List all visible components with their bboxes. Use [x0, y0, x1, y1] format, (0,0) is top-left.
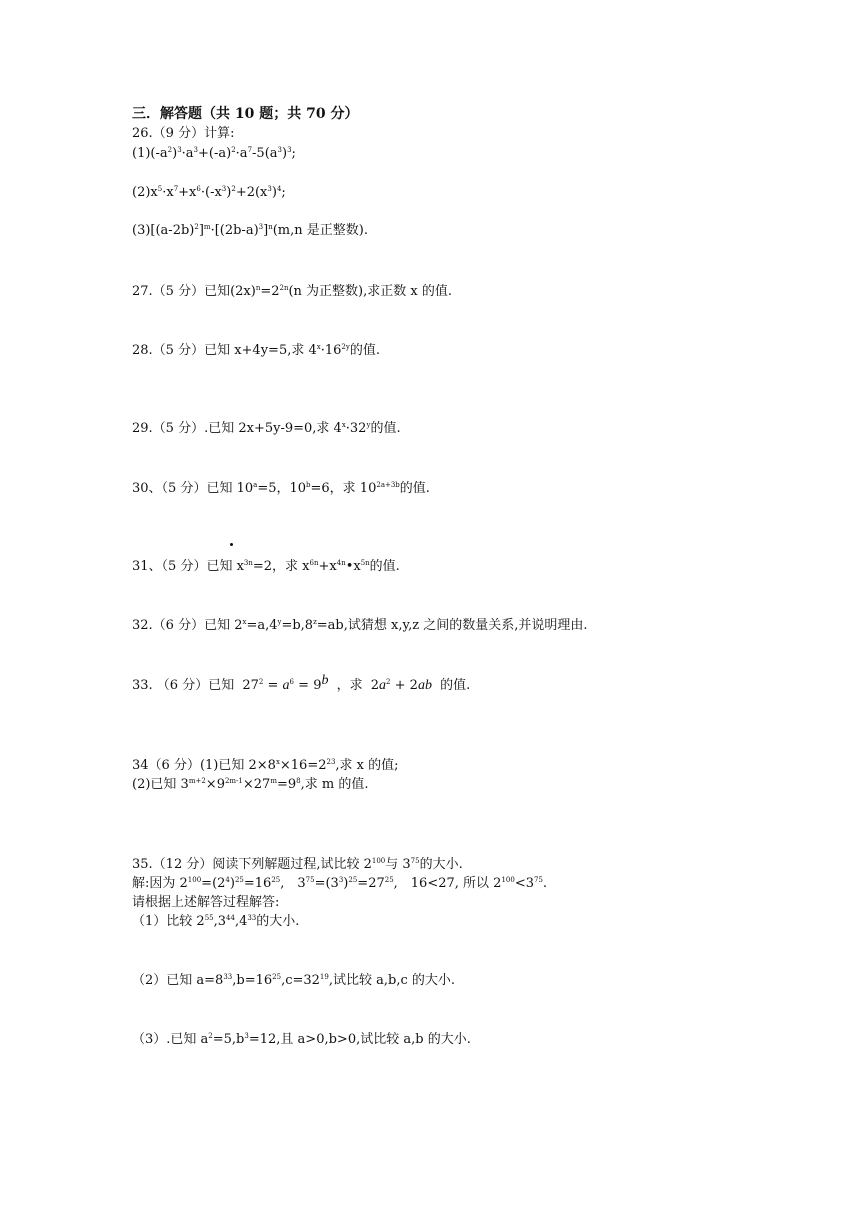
superscript: x [242, 618, 247, 626]
question-35-instruction: 请根据上述解答过程解答: [132, 895, 280, 910]
superscript: 2a+3b [376, 481, 400, 489]
text-run: 的值. [349, 343, 380, 358]
superscript: 5 [157, 185, 163, 193]
text-run: -5(a [252, 146, 278, 161]
text-run: ,c=32 [281, 973, 320, 988]
question-35-part-2 [132, 973, 455, 989]
text-run: 27.（5 分）已知(2x) [132, 284, 256, 299]
equation-superscript: 6 [289, 678, 295, 686]
question-33-mid: ，求 [336, 678, 363, 693]
text-run: ] [263, 223, 269, 238]
superscript: 4n [336, 559, 346, 567]
text-run: 的值. [369, 559, 400, 574]
superscript: 3 [287, 146, 292, 154]
question-26-part-3 [132, 223, 368, 239]
text-run: (2)已知 3 [132, 777, 189, 792]
text-run: (2)x [132, 185, 158, 200]
question-33-equation [242, 673, 329, 693]
superscript: 3 [267, 185, 272, 193]
text-run: 35.（12 分）阅读下列解题过程,试比较 2 [132, 857, 372, 872]
question-32 [132, 618, 587, 634]
superscript: 2 [231, 146, 236, 154]
superscript: 55 [204, 914, 214, 922]
superscript: 44 [226, 914, 235, 922]
superscript: 2n [279, 284, 289, 292]
text-run: =5,b [212, 1032, 245, 1047]
question-26-part-1 [132, 146, 296, 162]
text-run: （2）已知 a=8 [132, 973, 224, 988]
text-run: ,试比较 a,b,c 的大小. [328, 973, 455, 988]
text-run: (1)(-a [132, 146, 168, 161]
superscript: m [270, 777, 277, 785]
superscript: 7 [173, 185, 179, 193]
text-run: +x [178, 185, 197, 200]
text-run: =12,且 a>0,b>0,试比较 a,b 的大小. [248, 1032, 471, 1047]
superscript: n [268, 223, 273, 231]
superscript: 33 [223, 973, 233, 981]
question-26-part-2 [132, 185, 286, 201]
superscript: 23 [326, 758, 336, 766]
question-35-line-1 [132, 857, 463, 873]
text-run: ·a [181, 146, 194, 161]
superscript: m+2 [188, 777, 206, 785]
equation-superscript: 2 [386, 678, 391, 686]
superscript: a [253, 481, 258, 489]
superscript: 2 [208, 1032, 213, 1040]
text-run: =(2 [201, 876, 226, 891]
text-run: ,4 [234, 914, 248, 929]
equation-term: = [294, 678, 314, 693]
text-run: ) [282, 146, 288, 161]
text-run: =2 [260, 284, 280, 299]
text-run: •x [345, 559, 361, 574]
equation-term: 27 [242, 678, 259, 693]
text-run: <3 [514, 876, 534, 891]
superscript: 25 [384, 876, 394, 884]
question-33-prefix: 33. （6 分）已知 [132, 678, 235, 693]
text-run: +2(x [235, 185, 268, 200]
text-run: 的值. [370, 421, 401, 436]
text-run: ) [226, 185, 232, 200]
text-run: （1）比较 2 [132, 914, 205, 929]
question-30 [132, 481, 430, 497]
superscript: 5n [360, 559, 370, 567]
superscript: 100 [187, 876, 202, 884]
text-run: 30、（5 分）已知 10 [132, 481, 254, 496]
text-run: =2，求 x [252, 559, 310, 574]
text-run: 的大小. [419, 857, 463, 872]
superscript: 75 [533, 876, 543, 884]
superscript: x [275, 758, 280, 766]
text-run: . [542, 876, 548, 891]
superscript: 25 [272, 973, 282, 981]
text-run: =16 [243, 876, 272, 891]
question-35-solution [132, 876, 547, 892]
superscript: 25 [271, 876, 281, 884]
text-run: (m,n 是正整数). [272, 223, 368, 238]
superscript: n [255, 284, 261, 292]
superscript: 3n [243, 559, 253, 567]
text-run: 32.（6 分）已知 2 [132, 618, 243, 633]
text-run: ×9 [205, 777, 225, 792]
question-34-line-2 [132, 777, 368, 793]
text-run: （3）.已知 a [132, 1032, 209, 1047]
question-29 [132, 421, 401, 437]
superscript: 4 [276, 185, 282, 193]
text-run: =27 [357, 876, 385, 891]
text-run: =9 [276, 777, 297, 792]
question-33 [132, 673, 471, 694]
superscript: 75 [410, 857, 420, 865]
superscript: 3 [221, 185, 227, 193]
superscript: 6 [196, 185, 201, 193]
text-run: ·a [235, 146, 248, 161]
text-run: ×27 [242, 777, 271, 792]
equation-superscript: 2 [258, 678, 264, 686]
question-26-header: 26.（9 分）计算: [132, 126, 235, 141]
superscript: y [277, 618, 282, 626]
equation-term: ab [417, 678, 432, 693]
text-run: =6，求 10 [310, 481, 377, 496]
superscript: b [306, 481, 311, 489]
text-run: ,3 [213, 914, 227, 929]
superscript: m [203, 223, 211, 231]
superscript: 33 [247, 914, 257, 922]
superscript: 100 [371, 857, 386, 865]
text-run: ) [343, 876, 349, 891]
superscript: 4 [225, 876, 230, 884]
text-run: , 3 [280, 876, 306, 891]
text-run: ,求 m 的值. [300, 777, 369, 792]
superscript: 3 [277, 146, 282, 154]
text-run: 31、（5 分）已知 x [132, 559, 244, 574]
text-run: ·16 [320, 343, 342, 358]
superscript: 6n [309, 559, 319, 567]
superscript: 2 [194, 223, 199, 231]
text-run: =(3 [314, 876, 339, 891]
text-run: =a,4 [246, 618, 278, 633]
question-28 [132, 343, 380, 359]
text-run: ; [291, 146, 296, 161]
text-run: +(-a) [198, 146, 232, 161]
text-run: 与 3 [385, 857, 411, 872]
superscript: 2 [167, 146, 173, 154]
section-title: 三．解答题（共 10 题；共 70 分） [132, 106, 359, 122]
superscript: 25 [234, 876, 244, 884]
text-run: ×16=2 [279, 758, 327, 773]
superscript: 3 [177, 146, 182, 154]
equation-term: + 2 [390, 678, 418, 693]
question-33-suffix: 的值. [440, 678, 471, 693]
text-run: ,求 x 的值; [335, 758, 399, 773]
superscript: 8 [296, 777, 301, 785]
question-33-expression [371, 678, 432, 693]
text-run: ·(-x [200, 185, 222, 200]
text-run: =ab,试猜想 x,y,z 之间的数量关系,并说明理由. [316, 618, 588, 633]
text-run: 解:因为 2 [132, 876, 188, 891]
superscript: 25 [348, 876, 358, 884]
equation-term: = [263, 678, 283, 693]
text-run: ) [229, 876, 235, 891]
question-35-part-1 [132, 914, 299, 930]
superscript: 3 [193, 146, 199, 154]
text-run: ) [271, 185, 277, 200]
text-run: =b,8 [281, 618, 314, 633]
question-31 [132, 559, 400, 575]
text-run: =5，10 [257, 481, 307, 496]
stray-dot [230, 543, 233, 546]
equation-term: a [282, 678, 290, 693]
superscript: 3 [258, 223, 264, 231]
text-run: 28.（5 分）已知 x+4y=5,求 4 [132, 343, 317, 358]
text-run: ·x [162, 185, 174, 200]
text-run: 的大小. [256, 914, 300, 929]
text-run: (n 为正整数),求正数 x 的值. [288, 284, 452, 299]
superscript: 3 [244, 1032, 249, 1040]
text-run: ) [172, 146, 178, 161]
text-run: 29.（5 分）.已知 2x+5y-9=0,求 4 [132, 421, 342, 436]
text-run: ; [281, 185, 286, 200]
superscript: 19 [319, 973, 329, 981]
equation-superscript: b [321, 673, 329, 688]
superscript: 2m-1 [224, 777, 243, 785]
equation-term: 9 [313, 678, 322, 693]
superscript: 3 [338, 876, 344, 884]
superscript: 2y [341, 343, 350, 351]
superscript: 100 [501, 876, 515, 884]
text-run: , 16<27, 所以 2 [393, 876, 502, 891]
text-run: ] [198, 223, 204, 238]
superscript: y [366, 421, 371, 429]
superscript: 75 [305, 876, 315, 884]
text-run: ·32 [345, 421, 367, 436]
superscript: 2 [231, 185, 236, 193]
text-run: 34（6 分）(1)已知 2×8 [132, 758, 276, 773]
text-run: 的值. [399, 481, 430, 496]
superscript: 7 [247, 146, 253, 154]
question-34-line-1 [132, 758, 399, 774]
text-run: +x [318, 559, 337, 574]
question-27 [132, 284, 452, 300]
text-run: ,b=16 [232, 973, 273, 988]
text-run: ·[(2b-a) [210, 223, 259, 238]
equation-term: 2 [370, 678, 380, 693]
question-35-part-3 [132, 1032, 471, 1048]
superscript: x [316, 343, 321, 351]
text-run: (3)[(a-2b) [132, 223, 195, 238]
equation-term: a [379, 678, 387, 693]
superscript: x [341, 421, 346, 429]
superscript: z [313, 618, 317, 626]
